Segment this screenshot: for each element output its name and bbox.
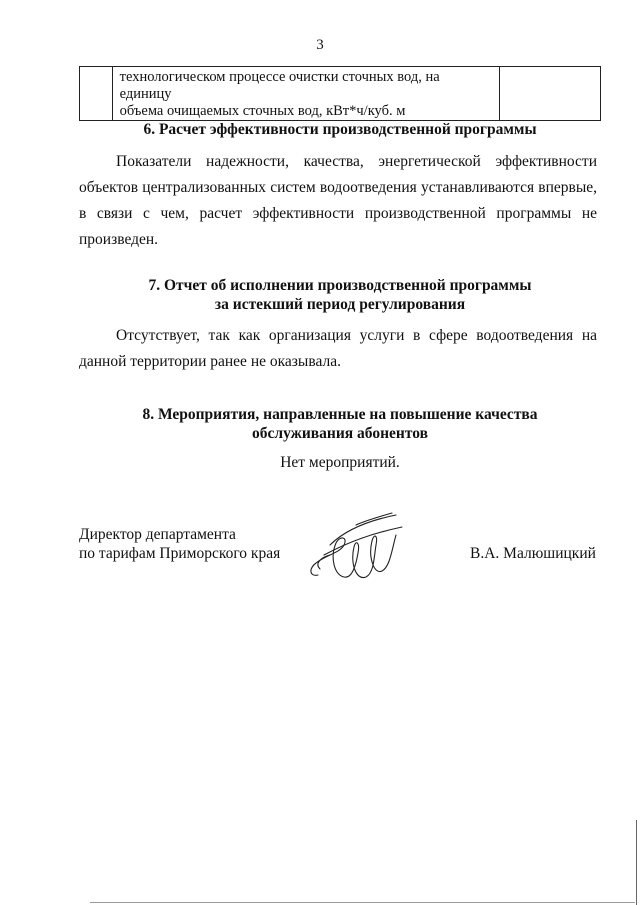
section-7-title-line-2: за истекший период регулирования: [214, 296, 466, 313]
signer-position: [79, 525, 280, 563]
signer-position-line-2: по тарифам Приморского края: [79, 545, 281, 562]
row-description-line-2: объема очищаемых сточных вод, кВт*ч/куб. м: [119, 103, 406, 119]
page-number: 3: [316, 37, 324, 53]
row-description-line-1: технологическом процессе очистки сточных вод, на единицу: [119, 69, 440, 102]
section-8-title-line-2: обслуживания абонентов: [252, 425, 428, 442]
table-row: [80, 67, 601, 121]
section-7-body: [79, 323, 597, 375]
section-7-title-line-1: 7. Отчет об исполнении производственной программы: [148, 277, 532, 294]
section-6-body: [79, 149, 597, 253]
row-description-cell: [112, 67, 500, 121]
scan-edge-line-bottom: [90, 902, 635, 903]
signer-name: В.А. Малюшицкий: [470, 545, 596, 562]
section-7-title: [0, 276, 640, 314]
scan-edge-line-right: [636, 820, 637, 905]
continued-table: [79, 66, 601, 121]
section-8-title-line-1: 8. Мероприятия, направленные на повышение качества: [142, 406, 538, 423]
section-7-text: Отсутствует, так как организация услуги в сфере водоотведения на данной территории ранее не оказывала.: [79, 327, 597, 370]
row-value-cell: [500, 67, 601, 121]
row-number-cell: [80, 67, 113, 121]
section-8-body: Нет мероприятий.: [280, 454, 400, 471]
handwritten-signature: [300, 505, 410, 585]
signer-position-line-1: Директор департамента: [79, 526, 236, 543]
section-8-title: [0, 405, 640, 443]
section-6-title: 6. Расчет эффективности производственной программы: [143, 121, 537, 138]
section-6-text: Показатели надежности, качества, энергетической эффективности объектов централизованных систем водоотведения устанавливаются впервые, в связи с чем, расчет эффективности производственной программы не произведен.: [79, 153, 597, 248]
